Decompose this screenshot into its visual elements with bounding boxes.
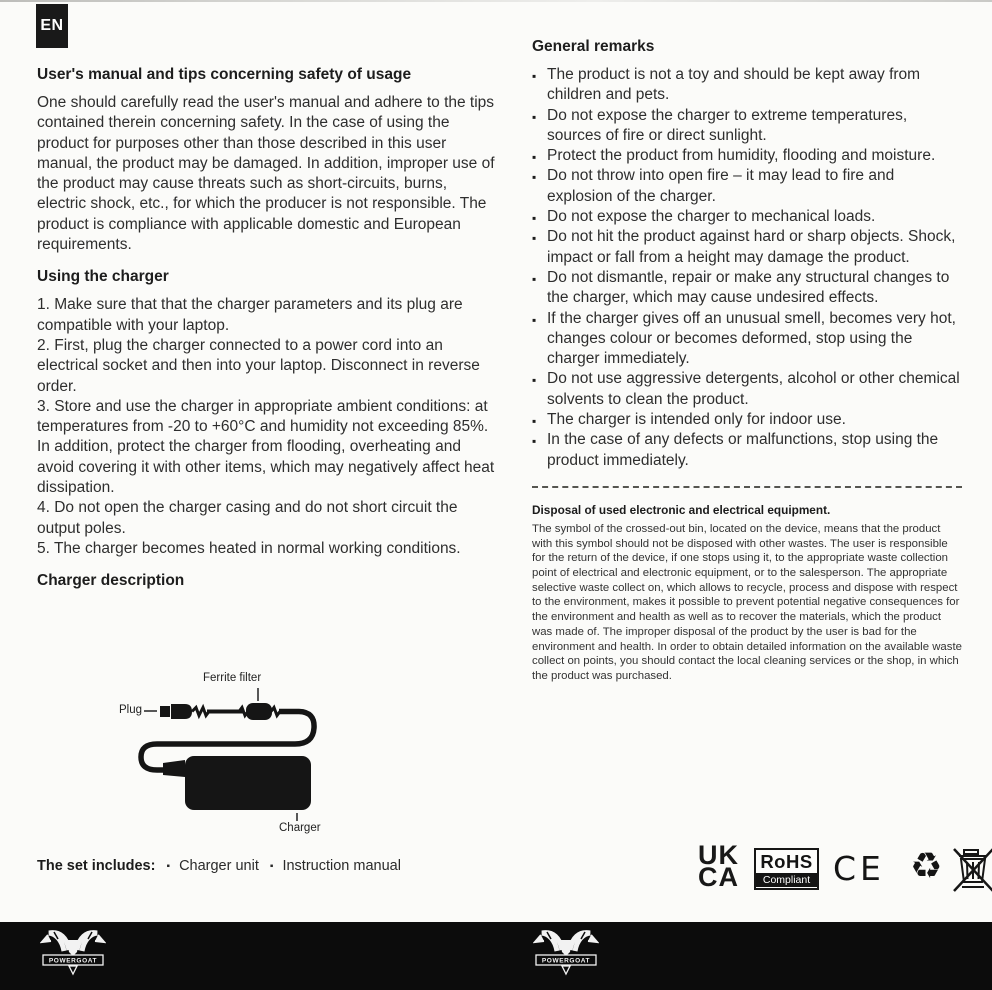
dashed-divider <box>532 486 962 488</box>
step-item: 2. First, plug the charger connected to a power cord into an electrical socket and then into your laptop. Disconnect in reverse order. <box>37 336 480 395</box>
square-bullet-icon: ▪ <box>269 861 274 872</box>
ukca-mark <box>698 840 739 892</box>
charger-diagram-drawing <box>95 660 417 842</box>
remark-item: ▪ Do not use aggressive detergents, alcohol or other chemical solvents to clean the product. <box>532 369 964 410</box>
diagram-label-plug: Plug <box>119 704 143 716</box>
usage-safety-paragraph: One should carefully read the user's manual and adhere to the tips contained therein concerning safety. In the case of using the product for purposes other than those described in this user manual, the product may be damaged. In addition, improper use of the product may cause threats such as short-circuits, burns, electric shock, etc., for which the producer is not responsible. The product is compliance with applicable domestic and European requirements. <box>37 94 495 254</box>
set-includes-item: Instruction manual <box>282 858 401 874</box>
remark-item: ▪ If the charger gives off an unusual smell, becomes very hot, changes colour or becomes deformed, stop using the charger immediately. <box>532 309 964 370</box>
disposal-paragraph: The symbol of the crossed-out bin, located on the device, means that the product with this symbol should not be disposed with other wastes. The user is responsible for the return of the device, if one stops using it, to the appropriate waste collection point of electrical and electronic equipment, or to the salesperson. The appropriate selective waste collect on, which allows to recycle, process and dispose with respect to the environment, makes it possible to prevent potential negative consequences for the environment and health as well as to recover the materials, which the product was made of. The improper disposal of the product by the user is bad for the environment and health. In order to obtain detailed information on the available waste collect on points, you should contact the local cleaning services or the shop, in which the product was purchased. <box>532 522 962 682</box>
scan-top-edge <box>0 0 992 2</box>
footer-bar <box>0 922 992 990</box>
ukca-line1: UK <box>698 840 739 870</box>
ukca-line2: CA <box>698 861 739 892</box>
powergoat-wordmark: POWERGOAT <box>541 957 591 965</box>
recycling-symbol-icon: ♻ <box>910 846 943 887</box>
remark-item: ▪ Protect the product from humidity, flooding and moisture. <box>532 146 964 166</box>
remark-item: ▪ The product is not a toy and should be kept away from children and pets. <box>532 65 964 106</box>
disposal-title: Disposal of used electronic and electrical equipment. <box>532 502 831 517</box>
powergoat-logo <box>533 928 599 978</box>
remark-item: ▪ Do not expose the charger to mechanical loads. <box>532 207 964 227</box>
remark-item: ▪ The charger is intended only for indoor use. <box>532 410 964 430</box>
section-title-using-charger: Using the charger <box>37 268 169 286</box>
remark-item: ▪ In the case of any defects or malfunctions, stop using the product immediately. <box>532 430 964 471</box>
section-title-general-remarks: General remarks <box>532 38 655 55</box>
set-includes-item: Charger unit <box>179 858 259 874</box>
remark-item: ▪ Do not hit the product against hard or sharp objects. Shock, impact or fall from a height may damage the product. <box>532 227 964 268</box>
charger-diagram <box>95 660 417 842</box>
remark-item: ▪ Do not dismantle, repair or make any structural changes to the charger, which may cause undesired effects. <box>532 268 964 309</box>
ce-mark: CE <box>833 849 885 888</box>
step-item: 4. Do not open the charger casing and do not short circuit the output poles. <box>37 499 458 537</box>
square-bullet-icon: ▪ <box>166 861 171 872</box>
left-column <box>37 66 495 599</box>
right-column <box>532 38 964 684</box>
rohs-subtitle: Compliant <box>756 873 817 887</box>
rohs-mark <box>754 848 819 890</box>
section-title-charger-description: Charger description <box>37 572 185 590</box>
diagram-label-charger: Charger <box>279 822 321 834</box>
step-item: 1. Make sure that that the charger parameters and its plug are compatible with your laptop. <box>37 296 463 334</box>
step-item: 5. The charger becomes heated in normal working conditions. <box>37 539 461 557</box>
diagram-label-ferrite-filter: Ferrite filter <box>203 672 262 684</box>
rohs-title: RoHS <box>760 851 813 872</box>
remark-item: ▪ Do not expose the charger to extreme temperatures, sources of fire or direct sunlight. <box>532 106 964 147</box>
language-badge: EN <box>36 4 68 48</box>
step-item: 3. Store and use the charger in appropriate ambient conditions: at temperatures from -20 to +60°C and humidity not exceeding 85%. In addition, protect the charger from flooding, overheating and avoid covering it with other items, which may negatively affect heat dissipation. <box>37 397 495 497</box>
using-charger-steps <box>37 295 495 559</box>
powergoat-logo <box>40 928 106 978</box>
certification-marks <box>698 840 964 895</box>
remark-item: ▪ Do not throw into open fire – it may lead to fire and explosion of the charger. <box>532 166 964 207</box>
section-title-usage-safety: User's manual and tips concerning safety of usage <box>37 66 412 83</box>
powergoat-wordmark: POWERGOAT <box>48 957 98 965</box>
set-includes-label: The set includes: <box>37 858 156 874</box>
crossed-out-bin-icon <box>951 846 992 894</box>
set-includes-line <box>37 858 401 874</box>
general-remarks-list <box>532 65 964 471</box>
